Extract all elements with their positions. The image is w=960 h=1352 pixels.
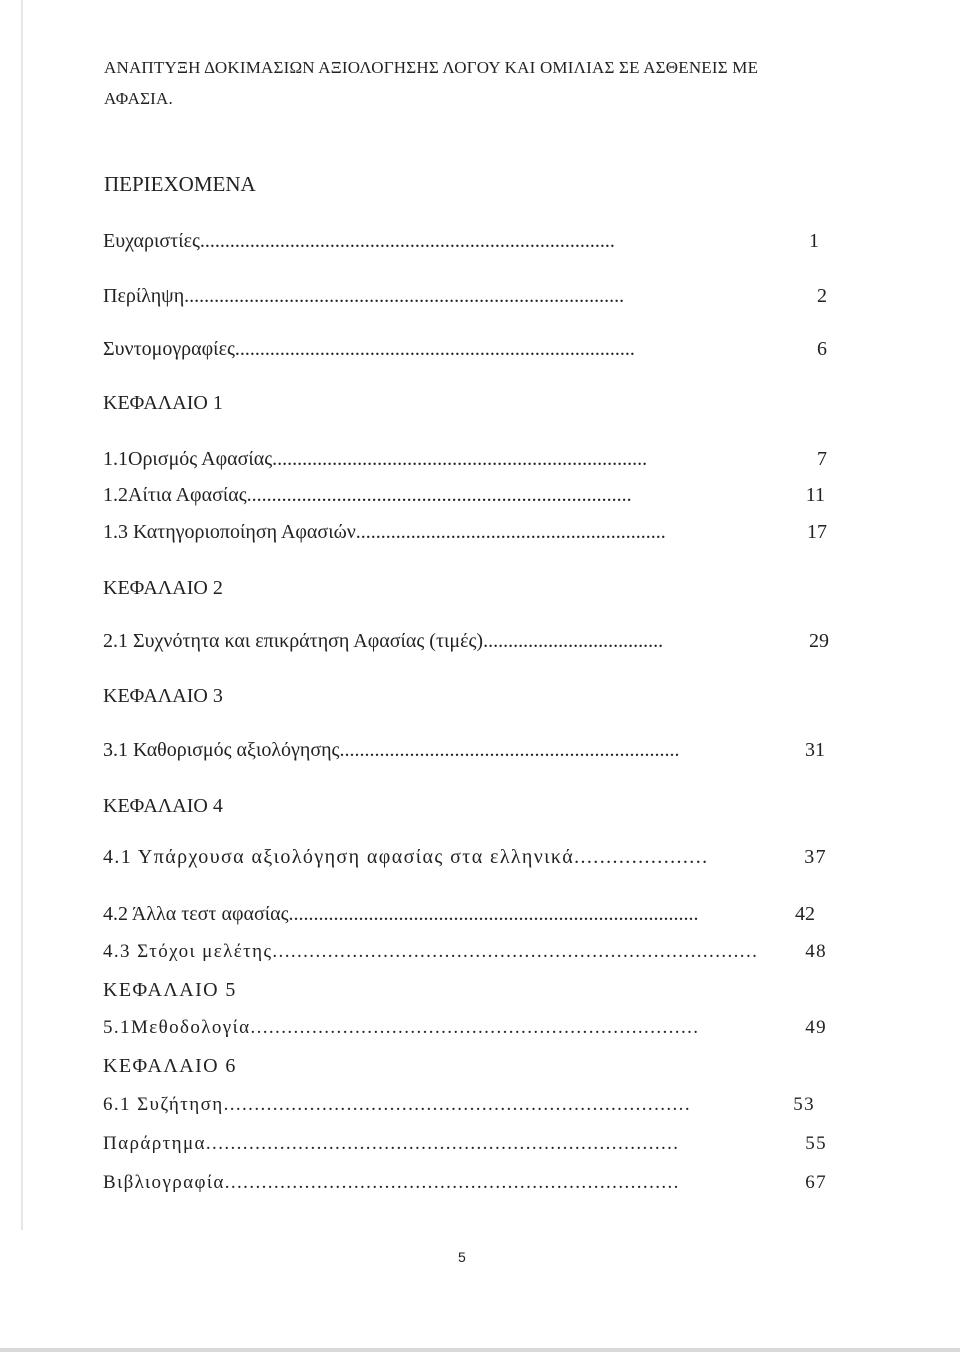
toc-leader-dots: ........................................................................... [272, 448, 648, 470]
toc-entry-5-1[interactable] [103, 1017, 827, 1039]
toc-entry-page: 42 [795, 903, 815, 925]
chapter-heading-3: ΚΕΦΑΛΑΙΟ 3 [103, 685, 223, 707]
toc-entry-label: 4.1 Υπάρχουσα αξιολόγηση αφασίας στα ελληνικά [103, 846, 575, 868]
scan-left-edge [21, 0, 23, 1230]
chapter-heading-4: ΚΕΦΑΛΑΙΟ 4 [103, 795, 223, 817]
toc-entry-label: Συντομογραφίες [103, 338, 235, 360]
toc-entry-label: Παράρτημα [103, 1133, 206, 1154]
toc-entry-page: 1 [809, 230, 819, 252]
toc-entry-page: 49 [805, 1017, 827, 1038]
toc-entry-4-1[interactable] [103, 846, 827, 869]
toc-leader-dots: .............................................................. [355, 521, 666, 543]
toc-entry-label: 1.2Αίτια Αφασίας [103, 484, 247, 506]
toc-leader-dots: ............................................................................. [205, 1133, 680, 1154]
toc-leader-dots: .................................................................... [339, 739, 680, 761]
chapter-heading-5: ΚΕΦΑΛΑΙΟ 5 [103, 979, 237, 1001]
toc-entry-page: 67 [805, 1172, 827, 1193]
toc-entry-acknowledgements[interactable] [103, 230, 819, 253]
toc-leader-dots: ..................... [574, 846, 709, 868]
toc-leader-dots: ........................................................................................ [184, 285, 625, 307]
scan-bottom-edge [0, 1348, 960, 1352]
toc-entry-page: 29 [809, 630, 829, 652]
toc-entry-label: 2.1 Συχνότητα και επικράτηση Αφασίας (τιμές) [103, 630, 484, 652]
toc-entry-label: Βιβλιογραφία [103, 1172, 225, 1193]
toc-entry-label: 1.3 Κατηγοριοποίηση Αφασιών [103, 521, 356, 543]
toc-entry-page: 37 [804, 846, 827, 868]
toc-entry-label: 3.1 Καθορισμός αξιολόγησης [103, 739, 340, 761]
toc-entry-page: 55 [805, 1133, 827, 1154]
chapter-heading-2: ΚΕΦΑΛΑΙΟ 2 [103, 577, 223, 599]
toc-entry-label: 4.3 Στόχοι μελέτης [103, 941, 273, 962]
toc-entry-label: Ευχαριστίες [103, 230, 200, 252]
toc-entry-abbreviations[interactable] [103, 338, 827, 361]
toc-entry-page: 11 [805, 484, 825, 506]
toc-entry-page: 48 [805, 941, 827, 962]
toc-entry-abstract[interactable] [103, 285, 827, 308]
toc-entry-appendix[interactable] [103, 1133, 827, 1155]
toc-entry-1-3[interactable] [103, 521, 827, 544]
toc-entry-4-3[interactable] [103, 941, 827, 963]
toc-leader-dots: ............................................................................... [272, 941, 759, 962]
toc-entry-label: 1.1Ορισμός Αφασίας [103, 448, 273, 470]
toc-leader-dots: .................................... [483, 630, 664, 652]
document-title-line-1: ΑΝΑΠΤΥΞΗ ΔΟΚΙΜΑΣΙΩΝ ΑΞΙΟΛΟΓΗΣΗΣ ΛΟΓΟΥ ΚΑΙ ΟΜΙΛΙΑΣ ΣΕ ΑΣΘΕΝΕΙΣ ΜΕ [104, 58, 759, 77]
toc-leader-dots: ................................................................................... [199, 230, 615, 252]
page-number: 5 [458, 1249, 466, 1265]
toc-leader-dots: ................................................................................ [234, 338, 635, 360]
toc-entry-page: 2 [817, 285, 827, 307]
toc-entry-1-1[interactable] [103, 448, 827, 471]
toc-entry-4-2[interactable] [103, 903, 815, 926]
toc-entry-6-1[interactable] [103, 1094, 815, 1116]
toc-leader-dots: ............................................................................ [223, 1094, 691, 1115]
toc-entry-label: 6.1 Συζήτηση [103, 1094, 224, 1115]
toc-entry-label: 4.2 Άλλα τεστ αφασίας [103, 903, 289, 925]
toc-entry-2-1[interactable] [103, 630, 829, 653]
toc-entry-1-2[interactable] [103, 484, 825, 507]
toc-entry-page: 17 [807, 521, 827, 543]
toc-entry-bibliography[interactable] [103, 1172, 827, 1194]
toc-leader-dots: .......................................................................... [224, 1172, 680, 1193]
toc-entry-page: 31 [805, 739, 825, 761]
toc-leader-dots: ............................................................................. [246, 484, 632, 506]
toc-entry-page: 6 [817, 338, 827, 360]
document-title-line-2: ΑΦΑΣΙΑ. [104, 89, 173, 108]
toc-entry-label: Περίληψη [103, 285, 185, 307]
chapter-heading-6: ΚΕΦΑΛΑΙΟ 6 [103, 1055, 237, 1077]
toc-leader-dots: .................................................................................. [288, 903, 699, 925]
toc-entry-label: 5.1Μεθοδολογία [103, 1017, 251, 1038]
toc-entry-page: 7 [817, 448, 827, 470]
toc-heading: ΠΕΡΙΕΧΟΜΕΝΑ [104, 172, 256, 196]
chapter-heading-1: ΚΕΦΑΛΑΙΟ 1 [103, 392, 223, 414]
toc-entry-page: 53 [793, 1094, 815, 1115]
toc-leader-dots: ......................................................................... [250, 1017, 700, 1038]
toc-entry-3-1[interactable] [103, 739, 825, 762]
